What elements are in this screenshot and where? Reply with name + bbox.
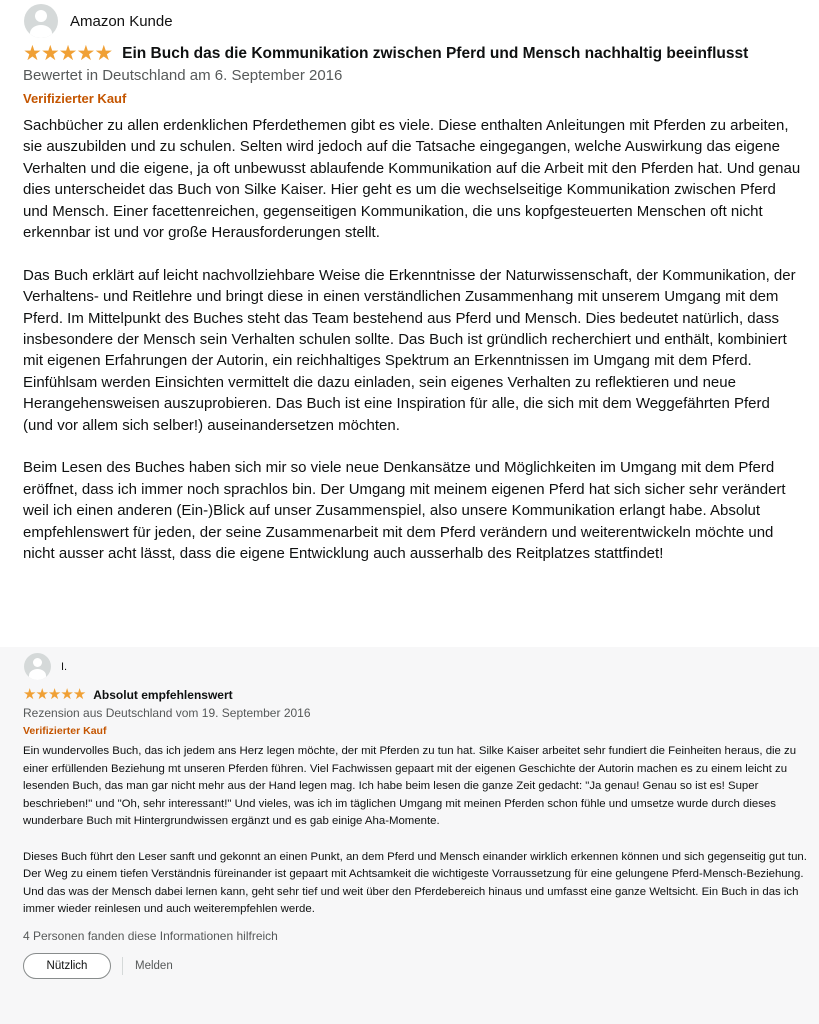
star-icon: ★	[40, 42, 59, 65]
review-paragraph: Dieses Buch führt den Leser sanft und gekonnt an einen Punkt, an dem Pferd und Mensch einander wirklich erkennen können und sich gegenseitig gut tun. Der Weg zu einem tiefen Verständnis füreinander ist gepaart mit Achtsamkeit die wichtigeste Vorraussetzung für eine gelungene Pferd-Mensch-Beziehung. Und das was der Mensch dabei lernen kann, geht sehr tief und weit über den Pferdebereich hinaus und umfasst eine ganze Weltsicht. Ein Buch in das ich immer wieder reinlesen und auch weiterempfehlen werde.	[23, 850, 807, 916]
review-2-header	[23, 687, 233, 702]
review-date: Bewertet in Deutschland am 6. September 2016	[23, 67, 343, 84]
avatar-icon	[24, 653, 51, 680]
verified-purchase-badge[interactable]: Verifizierter Kauf	[23, 725, 107, 737]
helpful-button[interactable]: Nützlich	[23, 953, 111, 979]
review-paragraph: Sachbücher zu allen erdenklichen Pferdethemen gibt es viele. Diese enthalten Anleitungen mit Pferden zu arbeiten, sie auszubilden und zu schulen. Selten wird jedoch auf die Tatsache eingegangen, welche Auswirkung das eigene Verhalten und die eigene, ja oft unbewusst ablaufende Kommunikation auf die Arbeit mit den Pferden hat. Und genau dies unterscheidet das Buch von Silke Kaiser. Hier geht es um die wechselseitige Kommunikation zwischen Pferd und Mensch. Einer facettenreichen, gegenseitigen Kommunikation, die uns kopfgesteuerten Menschen oft nicht erkennbar ist und vor große Herausforderungen stellt.	[23, 117, 801, 242]
star-rating[interactable]	[23, 687, 85, 702]
star-icon: ★	[47, 686, 61, 703]
star-icon: ★	[58, 42, 77, 65]
report-link[interactable]: Melden	[135, 960, 173, 972]
author-name: I.	[61, 660, 68, 673]
star-icon: ★	[72, 686, 86, 703]
review-date: Rezension aus Deutschland vom 19. September 2016	[23, 706, 311, 720]
verified-purchase-badge[interactable]: Verifizierter Kauf	[23, 91, 127, 106]
star-icon: ★	[60, 686, 73, 703]
avatar-icon	[24, 4, 58, 38]
helpful-count: 4 Personen fanden diese Informationen hilfreich	[23, 929, 278, 943]
review-1-author[interactable]	[24, 4, 173, 38]
star-icon: ★	[94, 42, 113, 65]
review-paragraph: Beim Lesen des Buches haben sich mir so viele neue Denkansätze und Möglichkeiten im Umgang mit dem Pferd eröffnet, dass ich immer noch sprachlos bin. Der Umgang mit meinem eigenen Pferd hat sich sicher sehr verändert weil ich einen anderen (Ein-)Blick auf unser Zusammenspiel, also unsere Kommunikation erlangt habe. Absolut empfehlenswert für jeden, der seine Zusammenarbeit mit dem Pferd verändern und weiterentwickeln möchte und nicht ausser acht lässt, dass die eigene Entwicklung auch ausserhalb des Reitplatzes stattfindet!	[23, 459, 786, 563]
star-icon: ★	[23, 686, 36, 703]
review-title[interactable]: Absolut empfehlenswert	[93, 687, 233, 702]
star-rating[interactable]	[23, 43, 112, 64]
divider	[122, 957, 123, 975]
review-body	[23, 743, 813, 937]
review-2-author[interactable]	[24, 653, 67, 680]
review-2	[0, 647, 819, 1024]
review-1-header	[23, 43, 748, 64]
review-actions	[23, 953, 173, 979]
star-icon: ★	[76, 42, 95, 65]
review-paragraph: Das Buch erklärt auf leicht nachvollziehbare Weise die Erkenntnisse der Naturwissenschaft, der Kommunikation, der Verhaltens- und Reitlehre und bringt diese in einen verständlichen Zusammenhang mit unserem Umgang mit dem Pferd. Im Mittelpunkt des Buches steht das Team bestehend aus Pferd und Mensch. Dies bedeutet natürlich, dass insbesondere der Mensch sein Verhalten schulen sollte. Das Buch ist gründlich recherchiert und enthält, kombiniert mit eigenen Erfahrungen der Autorin, ein reichhaltiges Spektrum an Erkenntnissen im Umgang mit dem Pferd. Einfühlsam werden Einsichten vermittelt die dazu einladen, sein eigenes Verhalten zu reflektieren und neue Herangehensweisen auszuprobieren. Das Buch ist eine Inspiration für alle, die sich mit dem Weggefährten Pferd (und vor allem sich selber!) auseinandersetzen möchten.	[23, 266, 796, 434]
review-title[interactable]: Ein Buch das die Kommunikation zwischen Pferd und Mensch nachhaltig beeinflusst	[122, 44, 749, 62]
author-name: Amazon Kunde	[70, 12, 173, 30]
review-paragraph: Ein wundervolles Buch, das ich jedem ans Herz legen möchte, der mit Pferden zu tun hat. Silke Kaiser arbeitet sehr fundiert die Feinheiten heraus, die zu einer erfüllenden Beziehung mt unseren Pferden führen. Viel Fachwissen gepaart mit der eigenen Geschichte der Autorin machen es zu einem leicht zu lesenden Buch, das man gar nicht mehr aus der Hand legen mag. Ich habe beim lesen die ganze Zeit gedacht: "Ja genau! Genau so ist es! Super beschrieben!" und "Oh, sehr interessant!" Und vieles, was ich im täglichen Umgang mit meinen Pferden schon fühle und umsetze wurde durch dieses wunderbare Buch mit Hintergrundwissen ergänzt und es gab einige Aha-Momente.	[23, 745, 797, 828]
star-icon: ★	[23, 42, 41, 65]
review-body	[23, 115, 803, 586]
star-icon: ★	[35, 686, 48, 703]
